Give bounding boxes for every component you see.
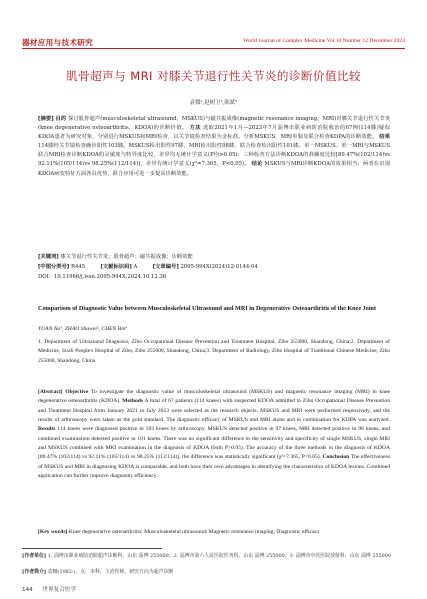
running-header (22, 36, 405, 50)
abstract-en-methods: A total of 67 patients (114 knees) with suspected KDOA admitted to Zibo Occupational Disease Prevention and Treatment Hospital from January 2021 to July 2023 were selected as the research objects. MSKUS and MRI were performed respectively, and the results of arthroscopy were taken as the gold standard. The diagnostic efficacy of MSKUS and MRI alone and in combination for KDPA was analyzed. (38, 398, 390, 424)
footnote-bio (22, 568, 405, 576)
abstract-zh-conclusion: MSKUS与MRI诊断KDOA的效果相当，两者在识别KDOA病变特征方面各具优势，联合应用可进一步提高诊断效能。 (38, 161, 391, 177)
footer-journal-name: 世界复合医学 (42, 587, 77, 593)
keywords-zh: 膝关节退行性关节炎；肌骨超声；磁共振成像；诊断效能 (60, 254, 193, 260)
abstract-en-results-label: Results (38, 426, 56, 433)
abstract-en-conclusion: The effectiveness of MSKUS and MRI in diagnosing KDOA is comparable, and both have their own advantages in identifying the characteristics of KDOA lesions. Combined application can further improve diagnostic efficiency. (38, 454, 390, 480)
articleno-label: [文章编号] (152, 264, 179, 270)
abstract-zh-objective-label: 目的 (55, 116, 67, 122)
article-title-zh: 肌骨超声与 MRI 对膝关节退行性关节炎的诊断价值比较 (66, 69, 361, 83)
section-name: 器材应用与技术研究 (22, 38, 94, 47)
abstract-zh-results-label: 结果 (379, 134, 390, 141)
abstract-en (38, 388, 390, 481)
footnote-units (22, 552, 405, 560)
footnote-units-text: 1. 淄博市职业病防治院超声诊断科，山东 淄博 255000；2. 淄博市第六人民医院医务科，山东 淄博 255000；3. 淄博市中医医院放射科，山东 淄博 255000 (47, 553, 391, 559)
article-title-en: Comparison of Diagnostic Value between Musculoskeletal Ultrasound and MRI in Degenerative Osteoarthritis of the Knee Joint (38, 305, 377, 312)
keywords-zh-row (38, 253, 390, 262)
authors-zh: 袁娜¹,赵树卫²,陈斌³ (189, 100, 238, 106)
abstract-en-label: [Abstract] (38, 389, 63, 395)
keywords-en-label: [Key words] (38, 529, 68, 535)
footnote-bio-text: 袁娜(1982-)，女，本科，主治医师，研究方向为超声诊断 (47, 569, 174, 575)
abstract-en-objective-label: Objective (65, 389, 89, 395)
doccode-value: A (133, 264, 138, 270)
keywords-en-row (38, 528, 390, 537)
abstract-zh-conclusion-label: 结论 (251, 161, 263, 168)
footnote-bio-label: [作者简介] (22, 569, 47, 575)
abstract-zh-results: 114膝经关节镜检查确诊阳性103膝。MSKUS检出阳性97膝，MRI检出阳性98膝，联合检查检出阳性101膝。单一MSKUS、单一MRI与MSKUS联合MRI检查诊断KDOA的灵敏度与特异度比较，差异均无统计学意义(P均>0.05)；三种检查方法诊断KDOA的准确度比较[89.47%(102/114)vs 92.11%(105/114)vs 98.25%(112/114)]，差异有统计学意义(χ²=7.365，P<0.05)。 (38, 143, 390, 168)
clc-value: R445 (71, 264, 86, 270)
doccode-label: [文献标识码] (100, 264, 132, 270)
authors-en: YUAN Na¹, ZHAO Shuwei², CHEN Bin³ (38, 326, 128, 332)
abstract-zh (38, 115, 390, 179)
abstract-en-methods-label: Methods (122, 398, 144, 405)
affiliations-en: 1. Department of Ultrasound Diagnosis, Zibo Occupational Disease Prevention and Treatment Hospital, Zibo 255000, Shandong, China;2. Department of Medicine, Sixth People's Hospital of Zibo, Zibo 255000, Shandong, China;3. Department of Radiology, Zibo Hospital of Traditional Chinese Medicine, Zibo 255000, Shandong, China (38, 339, 390, 364)
footnote-rule (22, 548, 162, 549)
page-footer (22, 585, 76, 593)
doi: DOI：10.11966/j.issn.2095-994X.2024.10.12.36 (38, 274, 167, 280)
abstract-zh-objective: 探讨肌骨超声(musculoskeletal ultrasound，MSKUS)与磁共振成像(magnetic resonance imaging，MRI)对膝关节退行性关节炎(knee degenerative osteoarthritis，KDOA)的诊断价值。 (38, 116, 391, 132)
abstract-zh-body (38, 116, 390, 177)
abstract-zh-methods: 选取2021年1月—2023年7月淄博市职业病防治院收治的67例(114膝)疑似KDOA患者为研究对象，分别进行MSKUS和MRI检查，以关节镜检查结果为金标准。分析MSKUS、MRI单独及联合检查KDPA的诊断效能。 (38, 125, 390, 141)
keywords-en: Knee degenerative osteoarthritis; Musculoskeletal ultrasound; Magnetic resonance imaging; Diagnostic efficacy (68, 529, 320, 535)
classification-row (38, 263, 390, 272)
clc-label: [中图分类号] (38, 264, 70, 270)
abstract-zh-methods-label: 方法 (189, 125, 201, 132)
footnote-units-label: [作者单位] (22, 553, 47, 559)
articleno-value: 2095-994X(2024)12-0144-04 (180, 264, 258, 270)
abstract-zh-label: [摘要] (38, 116, 54, 122)
page-number: 144 (22, 587, 33, 593)
abstract-en-objective: To investigate the diagnostic value of musculoskeletal ultrasound (MSKUS) and magnetic resonance imaging (MRI) in knee degenerative osteoarthritis (KDOA). (38, 389, 390, 405)
header-rule (22, 48, 405, 49)
keywords-zh-label: [关键词] (38, 254, 59, 260)
journal-citation: World Journal of Complex Medicine Vol.10 Number 12 December 2024 (243, 38, 405, 44)
abstract-en-results: 114 knees were diagnosed positive in 103 knees by arthroscopy. MSKUS detected positive in 97 knees, MRI detected positive in 98 knees, and combined examination detected positive in 101 knees. There was no significant difference in the sensitivity and specificity of single MSKUS, single MRI and MSKUS combined with MRI examination in the diagnosis of KDOA (both P>0.05). The accuracy of the three methods in the diagnosis of KDOA [89.47% (102/114) vs 92.11% (105/114) vs 98.25% (112/114)], the difference was statistically significant (χ²=7.365, P<0.05). (38, 426, 390, 461)
abstract-en-conclusion-label: Conclusion (322, 454, 350, 461)
